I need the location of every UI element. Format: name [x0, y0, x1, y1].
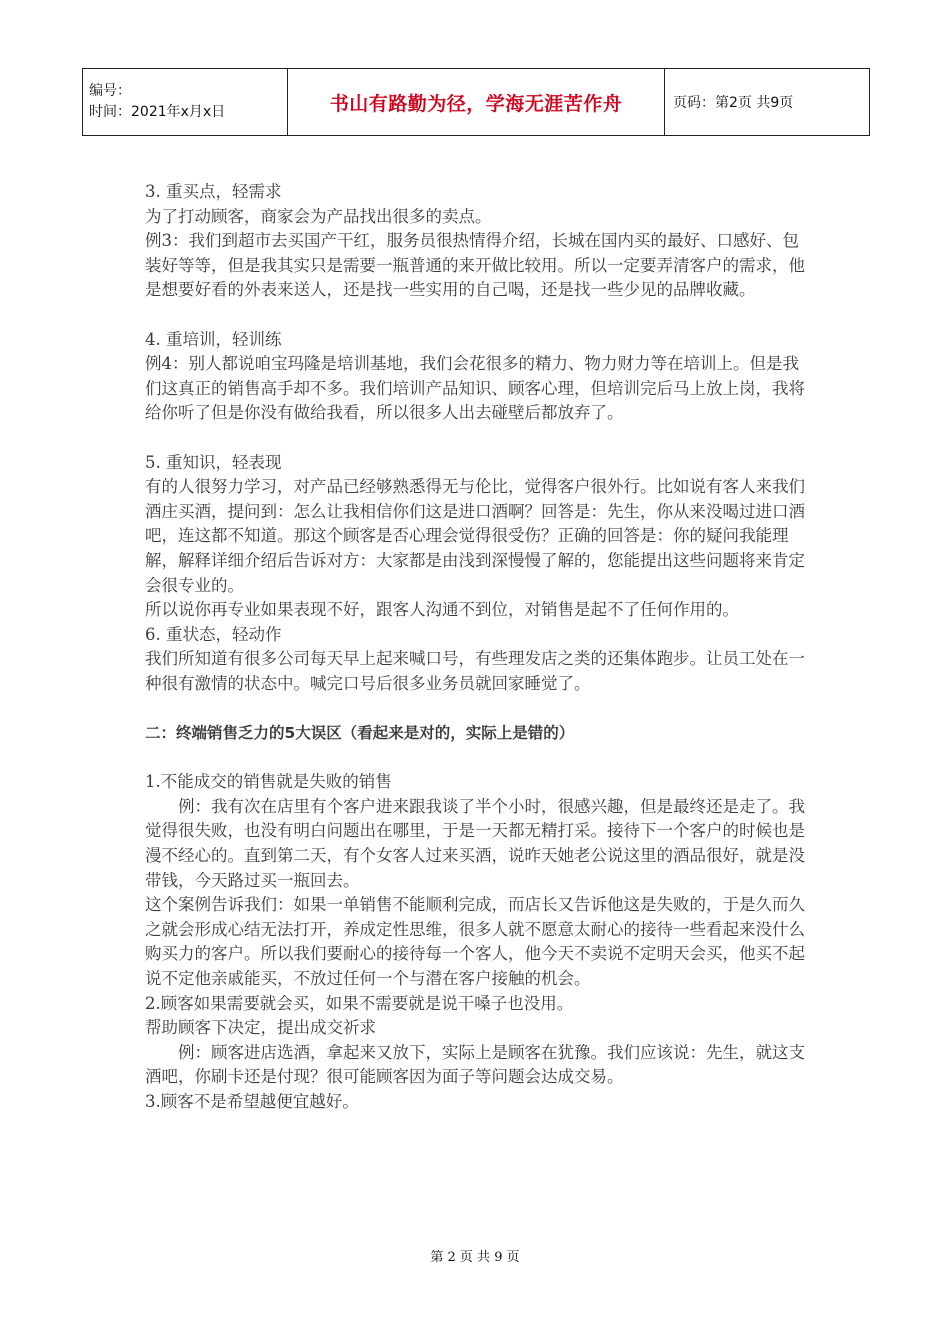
header-motto: 书山有路勤为径，学海无涯苦作舟	[329, 92, 623, 115]
paragraph: 例：我有次在店里有个客户进来跟我谈了半个小时，很感兴趣，但是最终还是走了。我觉得很失败，也没有明白问题出在哪里，于是一天都无精打采。接待下一个客户的时候也是漫不经心的。直到第二天，有个女客人过来买酒，说昨天她老公说这里的酒品很好，就是没带钱，今天路过买一瓶回去。	[145, 796, 805, 890]
doc-number-label: 编号：	[89, 83, 131, 99]
page-footer: 第 2 页 共 9 页	[430, 1250, 520, 1265]
section-heading: 3. 重买点，轻需求	[145, 182, 282, 201]
header-page-info: 页码：第2页 共9页	[665, 69, 870, 136]
document-body	[145, 180, 810, 1115]
paragraph: 这个案例告诉我们：如果一单销售不能顺利完成，而店长又告诉他这是失败的，于是久而久之就会形成心结无法打开，养成定性思维，很多人就不愿意太耐心的接待一些看起来没什么购买力的客户。所以我们要耐心的接待每一个客人，他今天不卖说不定明天会买，他买不起说不定他亲戚能买，不放过任何一个与潜在客户接触的机会。	[145, 895, 805, 988]
paragraph: 为了打动顾客，商家会为产品找出很多的卖点。	[145, 206, 492, 226]
doc-time-label: 时间：2021年x月x日	[89, 104, 226, 120]
paragraph: 例：顾客进店选酒，拿起来又放下，实际上是顾客在犹豫。我们应该说：先生，就这支酒吧，你刷卡还是付现？很可能顾客因为面子等问题会达成交易。	[145, 1042, 805, 1087]
section-heading: 4. 重培训，轻训练	[145, 329, 282, 349]
paragraph: 帮助顾客下决定，提出成交祈求	[145, 1018, 376, 1038]
paragraph: 例3：我们到超市去买国产干红，服务员很热情得介绍，长城在国内买的最好、口感好、包装好等等，但是我其实只是需要一瓶普通的来开做比较用。所以一定要弄清客户的需求，他是想要好看的外表来送人，还是找一些实用的自己喝，还是找一些少见的品牌收藏。	[145, 231, 805, 300]
section-heading: 1.不能成交的销售就是失败的销售	[145, 772, 392, 792]
paragraph: 有的人很努力学习，对产品已经够熟悉得无与伦比，觉得客户很外行。比如说有客人来我们酒庄买酒，提问到：怎么让我相信你们这是进口酒啊？回答是：先生，你从来没喝过进口酒吧，连这都不知道。那这个顾客是否心理会觉得很受伤？正确的回答是：你的疑问我能理解，解释详细介绍后告诉对方：大家都是由浅到深慢慢了解的，您能提出这些问题将来肯定会很专业的。	[145, 477, 805, 595]
section-heading: 5. 重知识，轻表现	[145, 452, 282, 472]
paragraph: 例4：别人都说咱宝玛隆是培训基地，我们会花很多的精力、物力财力等在培训上。但是我们这真正的销售高手却不多。我们培训产品知识、顾客心理，但培训完后马上放上岗，我将给你听了但是你没有做给我看，所以很多人出去碰壁后都放弃了。	[145, 354, 805, 423]
paragraph: 所以说你再专业如果表现不好，跟客人沟通不到位，对销售是起不了任何作用的。	[145, 600, 739, 620]
section-heading: 6. 重状态，轻动作	[145, 624, 282, 644]
paragraph: 我们所知道有很多公司每天早上起来喊口号，有些理发店之类的还集体跑步。让员工处在一种很有激情的状态中。喊完口号后很多业务员就回家睡觉了。	[145, 649, 805, 693]
section-heading: 3.顾客不是希望越便宜越好。	[145, 1091, 359, 1111]
header-motto-cell	[288, 69, 665, 136]
part-two-title: 二：终端销售乏力的5大误区（看起来是对的，实际上是错的）	[145, 724, 575, 743]
header-meta	[83, 69, 288, 136]
section-heading: 2.顾客如果需要就会买，如果不需要就是说干嗓子也没用。	[145, 993, 574, 1013]
header-table	[82, 68, 870, 136]
